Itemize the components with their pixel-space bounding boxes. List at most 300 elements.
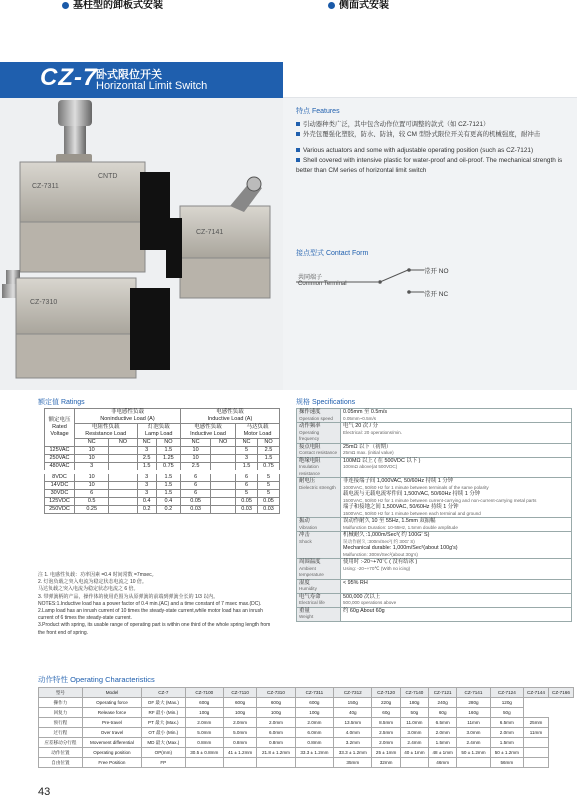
voltage-cell: 250VDC [45, 506, 75, 514]
value-cell: 操作力 [39, 698, 83, 708]
spec-name-en: Operating frequency [299, 429, 320, 441]
spec-name-en: Humidity [299, 586, 317, 591]
value-cell [400, 758, 428, 768]
ratings-heading: 额定值 Ratings [38, 399, 85, 406]
value-cell: 50 ± 1.2mm [457, 748, 490, 758]
value-cell [109, 498, 137, 506]
specs-heading: 规格 Specifications [296, 399, 356, 406]
spec-value-cell [341, 532, 572, 559]
spec-name-cell [297, 443, 341, 457]
table-row [297, 532, 572, 559]
value-cell: 100g [257, 708, 295, 718]
value-cell [109, 490, 137, 498]
top-captions [0, 0, 577, 14]
value-cell [109, 447, 137, 455]
value-cell: 46mm [429, 758, 457, 768]
header-cell: CZ-7121 [429, 688, 457, 698]
contact-diagram [296, 264, 426, 300]
spec-value: 500,000 次以上 [343, 593, 381, 600]
spec-value: 1500VAC, 50/60 Hz for 1 minute between each terminal and ground [343, 510, 481, 516]
value-cell: 220g [372, 698, 400, 708]
table-row [297, 443, 572, 457]
value-cell: 2.0mm [429, 728, 457, 738]
header-cell: CZ-7140 [400, 688, 428, 698]
value-cell: 3 [137, 482, 156, 490]
spec-value: 载电流与无载电流零件间 1,500VAC, 50/60Hz 持续 1 分钟 [343, 491, 481, 497]
spec-name-en: Contact resistance [299, 450, 338, 455]
caption-right: 侧面式安装 [328, 0, 389, 11]
spec-value-cell [341, 579, 572, 593]
value-cell: 1.5 [156, 472, 180, 482]
value-cell: 50 ± 1.2mm [490, 748, 523, 758]
table-row [39, 698, 574, 708]
square-bullet-icon [296, 158, 300, 162]
spec-value: 1000VAC, 50/60 Hz for 1 minute between terminals of the same polarity [343, 484, 489, 490]
value-cell: 10 [75, 447, 109, 455]
value-cell: 3 [236, 455, 258, 463]
value-cell: 0.4 [137, 498, 156, 506]
value-cell [211, 472, 236, 482]
value-cell: 10 [180, 455, 210, 463]
value-cell: 2.4mm [400, 738, 428, 748]
value-cell: 100g [185, 708, 223, 718]
spec-name-cell [297, 579, 341, 593]
square-bullet-icon [296, 132, 300, 136]
spec-value: Using: -20~+70℃ (With no icing) [343, 565, 411, 571]
value-cell: 10 [180, 447, 210, 455]
table-row [39, 708, 574, 718]
header-cell: CZ-7110 [223, 688, 256, 698]
value-cell: 0.03 [180, 506, 210, 514]
value-cell: 35mm [334, 758, 372, 768]
value-cell: 1.5 [156, 490, 180, 498]
header-cell: Model [82, 688, 141, 698]
spec-value: Malfunction: 300m/Sec²(about 30g's) [343, 551, 418, 557]
value-cell: 1.5 [137, 463, 156, 473]
spec-name-cn: 振动 [299, 518, 310, 524]
value-cell: RF 最小 (Min.) [142, 708, 185, 718]
value-cell: 25mm [524, 718, 549, 728]
table-row [297, 559, 572, 580]
value-cell [211, 490, 236, 498]
spec-value-cell [341, 443, 572, 457]
spec-name-cn: 重量 [299, 607, 310, 614]
header-cell: CZ-7312 [334, 688, 372, 698]
title-cn: 卧式限位开关 [96, 69, 162, 81]
value-cell: 0.03 [236, 506, 258, 514]
specs-table [296, 408, 572, 622]
caption-left: 基柱型的卸板式安装 [62, 0, 163, 11]
value-cell: 40g [334, 708, 372, 718]
spec-name-cell [297, 518, 341, 532]
value-cell [211, 455, 236, 463]
table-row [45, 506, 280, 514]
spec-name-en: Dielectric strength [299, 484, 336, 490]
spec-value-cell [341, 593, 572, 607]
value-cell: 6.5mm [429, 718, 457, 728]
model-label-3: CZ-7310 [30, 299, 58, 306]
value-cell: 回复力 [39, 708, 83, 718]
spec-name-cell [297, 409, 341, 423]
table-row [39, 718, 574, 728]
spec-name-en: Shock [299, 538, 312, 544]
value-cell: 60g [372, 708, 400, 718]
value-cell: 3 [137, 490, 156, 498]
table-row [45, 498, 280, 506]
page-number: 43 [38, 786, 51, 798]
value-cell: 600g [257, 698, 295, 708]
value-cell: 10 [75, 472, 109, 482]
value-cell: 0.05 [236, 498, 258, 506]
value-cell: 1.5 [236, 463, 258, 473]
value-cell: PT 最大 (Max.) [142, 718, 185, 728]
spec-name-cell [297, 457, 341, 478]
value-cell: 6 [180, 490, 210, 498]
right-strip [283, 62, 577, 98]
header-cell: 型号 [39, 688, 83, 698]
value-cell: 3 [75, 463, 109, 473]
value-cell: 2.0mm [372, 738, 400, 748]
value-cell: 6 [180, 472, 210, 482]
value-cell: 6 [75, 490, 109, 498]
spec-name-cell [297, 607, 341, 621]
switch-illustration [0, 98, 283, 390]
value-cell: Release force [82, 708, 141, 718]
value-cell: 6.0mm [257, 728, 295, 738]
spec-name-cn: 湿度 [299, 579, 310, 586]
voltage-cell: 8VDC [45, 472, 75, 482]
value-cell: 应差移动分行程 [39, 738, 83, 748]
bullet-icon [62, 2, 69, 9]
spec-value: 机械耐久 :1,000m/Sec²( 约 100G' S) [343, 532, 430, 538]
value-cell: 2.0mm [295, 718, 333, 728]
spec-value: 1500VAC, 50/60 Hz for 1 minute between current-carrying and non-current-carrying metal parts [343, 497, 537, 503]
value-cell: 160g [457, 708, 490, 718]
spec-name-en: Ambient temperature [299, 565, 324, 577]
value-cell: 0.05 [258, 498, 280, 506]
value-cell: 2.0mm [223, 718, 256, 728]
value-cell: 5 [258, 482, 280, 490]
value-cell: 11.0mm [400, 718, 428, 728]
value-cell: 10 [75, 455, 109, 463]
op-heading: 动作特性 Operating Characteristics [38, 675, 155, 684]
spec-value: 电气 20 次 / 分 [343, 423, 379, 429]
spec-value: 25mΩ 以下（初期） [343, 443, 392, 450]
table-row [297, 579, 572, 593]
contact-heading: 接点型式 Contact Form [296, 250, 369, 257]
value-cell: 6 [180, 482, 210, 490]
value-cell: 120g [490, 698, 523, 708]
value-cell [524, 738, 549, 748]
value-cell [524, 758, 549, 768]
value-cell: 6.0mm [295, 728, 333, 738]
table-row [297, 457, 572, 478]
header-cell: CZ-7310 [257, 688, 295, 698]
spec-value: 100MΩ 以上 ( 在 500VDC 以下 ) [343, 457, 421, 464]
spec-value-cell [341, 518, 572, 532]
spec-value: 100mΩ above(at 500VDC) [343, 464, 398, 469]
voltage-cell: 125VDC [45, 498, 75, 506]
value-cell: 33.3 ± 1.2mm [334, 748, 372, 758]
value-cell [211, 482, 236, 490]
value-cell [109, 455, 137, 463]
feature-item: Various actuators and some with adjustable operating position (such as CZ-7121) [296, 146, 568, 156]
value-cell [109, 506, 137, 514]
value-cell: 0.8mm [185, 738, 223, 748]
title-en: Horizontal Limit Switch [96, 80, 208, 92]
value-cell: 0.75 [156, 463, 180, 473]
table-row [297, 593, 572, 607]
value-cell: 10 [75, 482, 109, 490]
spec-name-cn: 周围温度 [299, 559, 321, 565]
spec-name-cell [297, 423, 341, 444]
value-cell: 3 [137, 472, 156, 482]
value-cell [211, 463, 236, 473]
spec-value-cell [341, 457, 572, 478]
value-cell: 5 [258, 472, 280, 482]
value-cell: 5.0mm [185, 728, 223, 738]
spec-value: 非连接端子间 1,000VAC, 50/60Hz 持续 1 分钟 [343, 478, 454, 484]
ratings-table: 额定电压 Rated Voltage 非电感性负载 Noninductive Load (A) 电感性负载 Inductive Load (A) 电阻性负载 Resistance Load 灯泡负载 Lamp Load 电感性负载 Inductive Load 马达负载 Motor Load NC NO NC NO NC NO NC NO 125VAC 10 3 1.5 10 5 2.5 250VAC 10 2.5 1.25 10 3 1.5 480VAC 3 1.5 0.75 2.5 1.5 0.75 8VDC 10 3 1.5 6 6 5 14VDC 10 3 1.5 6 6 5 30VDC 6 3 1.5 6 5 5 125VDC 0.5 0.4 0.4 0.05 0.05 0.05 250VDC 0.25 0.2 0.2 0.03 0.03 0.03 [44, 408, 280, 514]
product-photo [0, 98, 283, 390]
value-cell: 2.5mm [372, 728, 400, 738]
spec-value: Electrical: 20 operations/min. [343, 429, 402, 435]
value-cell: 2.4mm [457, 738, 490, 748]
value-cell: 33.3 ± 1.2mm [295, 748, 333, 758]
table-row [297, 607, 572, 621]
value-cell: MD 最大 (Max.) [142, 738, 185, 748]
value-cell: 1.5 [156, 447, 180, 455]
value-cell: 自由位置 [39, 758, 83, 768]
value-cell [109, 472, 137, 482]
table-row [39, 728, 574, 738]
table-row [39, 738, 574, 748]
value-cell: Operating force [82, 698, 141, 708]
value-cell [295, 758, 333, 768]
value-cell: 6 [236, 472, 258, 482]
model-label-1: CZ-7311 [32, 183, 59, 190]
value-cell: 50g [490, 708, 523, 718]
value-cell [257, 758, 295, 768]
value-cell: 100g [223, 708, 256, 718]
value-cell: 30.5 ± 0.8mm [185, 748, 223, 758]
value-cell: 150g [334, 698, 372, 708]
value-cell [524, 748, 549, 758]
value-cell: OP(mm) [142, 748, 185, 758]
table-row [45, 447, 280, 455]
value-cell: Pre-travel [82, 718, 141, 728]
spec-value-cell [341, 607, 572, 621]
value-cell: 5 [236, 490, 258, 498]
feature-item: 引动器种类广泛，其中包含动作位置可调整的款式（如 CZ-7121） [296, 120, 568, 130]
value-cell: 0.2 [156, 506, 180, 514]
header-cell: CZ-7124 [490, 688, 523, 698]
spec-name-en: Vibration [299, 524, 318, 530]
spec-value: < 95% RH [343, 579, 368, 586]
value-cell: 3.0mm [400, 728, 428, 738]
value-cell: Operating position [82, 748, 141, 758]
spec-value: 约 60g About 60g [343, 607, 385, 614]
table-row [45, 490, 280, 498]
features-heading: 特点 Features [296, 108, 340, 115]
spec-value: 0.05mm 至 0.5m/s [343, 409, 388, 415]
spec-value-cell [341, 409, 572, 423]
value-cell: 2.5 [258, 447, 280, 455]
value-cell: 2.5 [180, 463, 210, 473]
header-cell: CZ-7311 [295, 688, 333, 698]
spec-name-cn: 接点电阻 [299, 443, 321, 450]
value-cell: OT 最小 (Min.) [142, 728, 185, 738]
op-table [38, 687, 574, 768]
value-cell: 8.5mm [372, 718, 400, 728]
value-cell [185, 758, 223, 768]
table-row [45, 463, 280, 473]
spec-name-cell [297, 559, 341, 580]
value-cell: 1.5 [258, 455, 280, 463]
value-cell: 2.0mm [257, 718, 295, 728]
spec-name-cn: 动作频率 [299, 423, 321, 429]
spec-value-cell [341, 423, 572, 444]
table-row [297, 478, 572, 518]
value-cell: 100g [295, 708, 333, 718]
spec-value: 误动作耐久 10 至 55Hz, 1.5mm 双振幅 [343, 518, 436, 524]
common-terminal-label: 共同端子 Common Terminal [298, 275, 347, 287]
spec-name-cell [297, 532, 341, 559]
spec-value: Malfunction Duration: 10-55Hz, 1.5mm double amplitude [343, 524, 458, 530]
value-cell: 0.2 [137, 506, 156, 514]
value-cell: 180g [400, 698, 428, 708]
table-row [39, 758, 574, 768]
model-title: CZ-7 [40, 64, 98, 91]
value-cell [211, 506, 236, 514]
value-cell [109, 463, 137, 473]
value-cell [223, 758, 256, 768]
header-cell: CZ-7120 [372, 688, 400, 698]
value-cell: 0.25 [75, 506, 109, 514]
spec-name-cn: 耐电压 [299, 478, 316, 484]
spec-name-cn: 电气寿命 [299, 593, 321, 600]
value-cell: 3.2mm [334, 738, 372, 748]
value-cell: Movement differential [82, 738, 141, 748]
value-cell: 5 [258, 490, 280, 498]
nc-label: 常开 NC [424, 291, 449, 298]
spec-value-cell [341, 478, 572, 518]
spec-name-cn: 冲击 [299, 532, 310, 538]
spec-value: 误动作耐久 :300m/Sec²( 约 30G' S) [343, 538, 415, 544]
spec-name-cell [297, 478, 341, 518]
value-cell: 280g [457, 698, 490, 708]
value-cell: 41 ± 1.2mm [223, 748, 256, 758]
value-cell [211, 498, 236, 506]
value-cell: OF 最大 (Max.) [142, 698, 185, 708]
value-cell: 0.4 [156, 498, 180, 506]
value-cell: Free Position [82, 758, 141, 768]
table-row [297, 423, 572, 444]
value-cell: 3.0mm [457, 728, 490, 738]
value-cell: 2.0mm [490, 728, 523, 738]
value-cell: 11mm [524, 728, 549, 738]
header-cell: CZ-7100 [185, 688, 223, 698]
value-cell: 25 ± 1mm [372, 748, 400, 758]
header-cell: CZ-7166 [548, 688, 573, 698]
value-cell: 240g [429, 698, 457, 708]
brand-label-1: CNTD [98, 173, 118, 180]
feature-item: Shell covered with intensive plastic for water-proof and oil-proof. The mechanical strength is better than CM series of horizontal limit switch [296, 157, 563, 174]
table-row [39, 748, 574, 758]
value-cell: 1.5mm [490, 738, 523, 748]
voltage-cell: 250VAC [45, 455, 75, 463]
value-cell: 0.5 [75, 498, 109, 506]
value-cell: 11mm [457, 718, 490, 728]
value-cell: 5 [236, 447, 258, 455]
table-header-row [39, 688, 574, 698]
value-cell [109, 482, 137, 490]
square-bullet-icon [296, 122, 300, 126]
voltage-cell: 480VAC [45, 463, 75, 473]
spec-name-en: Weight [299, 614, 314, 619]
value-cell: 21.8 ± 1.2mm [257, 748, 295, 758]
feature-item: 外壳包覆强化塑胶，防水、防油，较 CM 型卧式限位开关有更高的机械强度，耐冲击 [296, 130, 568, 140]
spec-value: 25mΩ max. (initial value) [343, 450, 394, 455]
table-row [297, 518, 572, 532]
value-cell: 4.0mm [334, 728, 372, 738]
value-cell: 1.5mm [429, 738, 457, 748]
value-cell: 5.0mm [223, 728, 256, 738]
spec-name-en: Electrical life [299, 600, 325, 605]
value-cell [211, 447, 236, 455]
spec-value: 端子和接地之间 1,500VAC, 50/60Hz 持续 1 分钟 [343, 504, 459, 510]
spec-value: 0.05mm~0.5m/s [343, 415, 377, 421]
value-cell: 600g [185, 698, 223, 708]
value-cell: 预行程 [39, 718, 83, 728]
value-cell: 0.03 [258, 506, 280, 514]
contact-section [296, 248, 568, 308]
value-cell: 0.75 [258, 463, 280, 473]
value-cell: Over travel [82, 728, 141, 738]
value-cell: 1.25 [156, 455, 180, 463]
header-cell: CZ-7 [142, 688, 185, 698]
value-cell: 0.05 [180, 498, 210, 506]
spec-name-cn: 绝缘电阻 [299, 457, 321, 464]
value-cell: 13.5mm [334, 718, 372, 728]
header-cell: CZ-7141 [457, 688, 490, 698]
value-cell: 6.5mm [490, 718, 523, 728]
value-cell: 0.8mm [295, 738, 333, 748]
spec-name-en: Operation speed [299, 415, 333, 421]
spec-value-cell [341, 559, 572, 580]
model-label-2: CZ-7141 [196, 229, 224, 236]
value-cell: 600g [223, 698, 256, 708]
features-section [296, 106, 568, 176]
notes: 注 1. 电感性负载：功率因素 =0.4 时间常数 =7msec。 2. 灯泡负载之突入电流为稳定状态电流之 10 倍。 马达负载之突入电流为稳定状态电流之 6 倍。 3. 带弹簧柄的产品，操作体的使用范围为从原弹簧的前端到弹簧全长的 1/3 以内。 NOTES:1.Inductive load has a power factor of 0.4 min.(AC) and a time constant of 7 msec max.(DC). 2.Lamp load has an inrush current of 10 times the steady-state current,while motor load has an inrush current of 6 times the steady-state current. 3.Product with spring, its usable range of operating part is within one third of the whole spring length from the front end of spring. [38, 572, 271, 636]
value-cell: 1.5 [156, 482, 180, 490]
value-cell: 56mm [490, 758, 523, 768]
header-cell: CZ-7144 [524, 688, 549, 698]
table-row [45, 472, 280, 482]
value-cell: 3 [137, 447, 156, 455]
value-cell: 32mm [372, 758, 400, 768]
bullet-icon [328, 2, 335, 9]
spec-value: 使用时 :-20~+70℃ ( 没有结冰 ) [343, 559, 418, 565]
spec-name-cn: 操作速度 [299, 409, 321, 415]
table-row [297, 409, 572, 423]
square-bullet-icon [296, 148, 300, 152]
voltage-cell: 14VDC [45, 482, 75, 490]
value-cell: 动作位置 [39, 748, 83, 758]
spec-value: 500,000 operations above [343, 600, 397, 605]
value-cell: 6 [236, 482, 258, 490]
value-cell: 过行程 [39, 728, 83, 738]
